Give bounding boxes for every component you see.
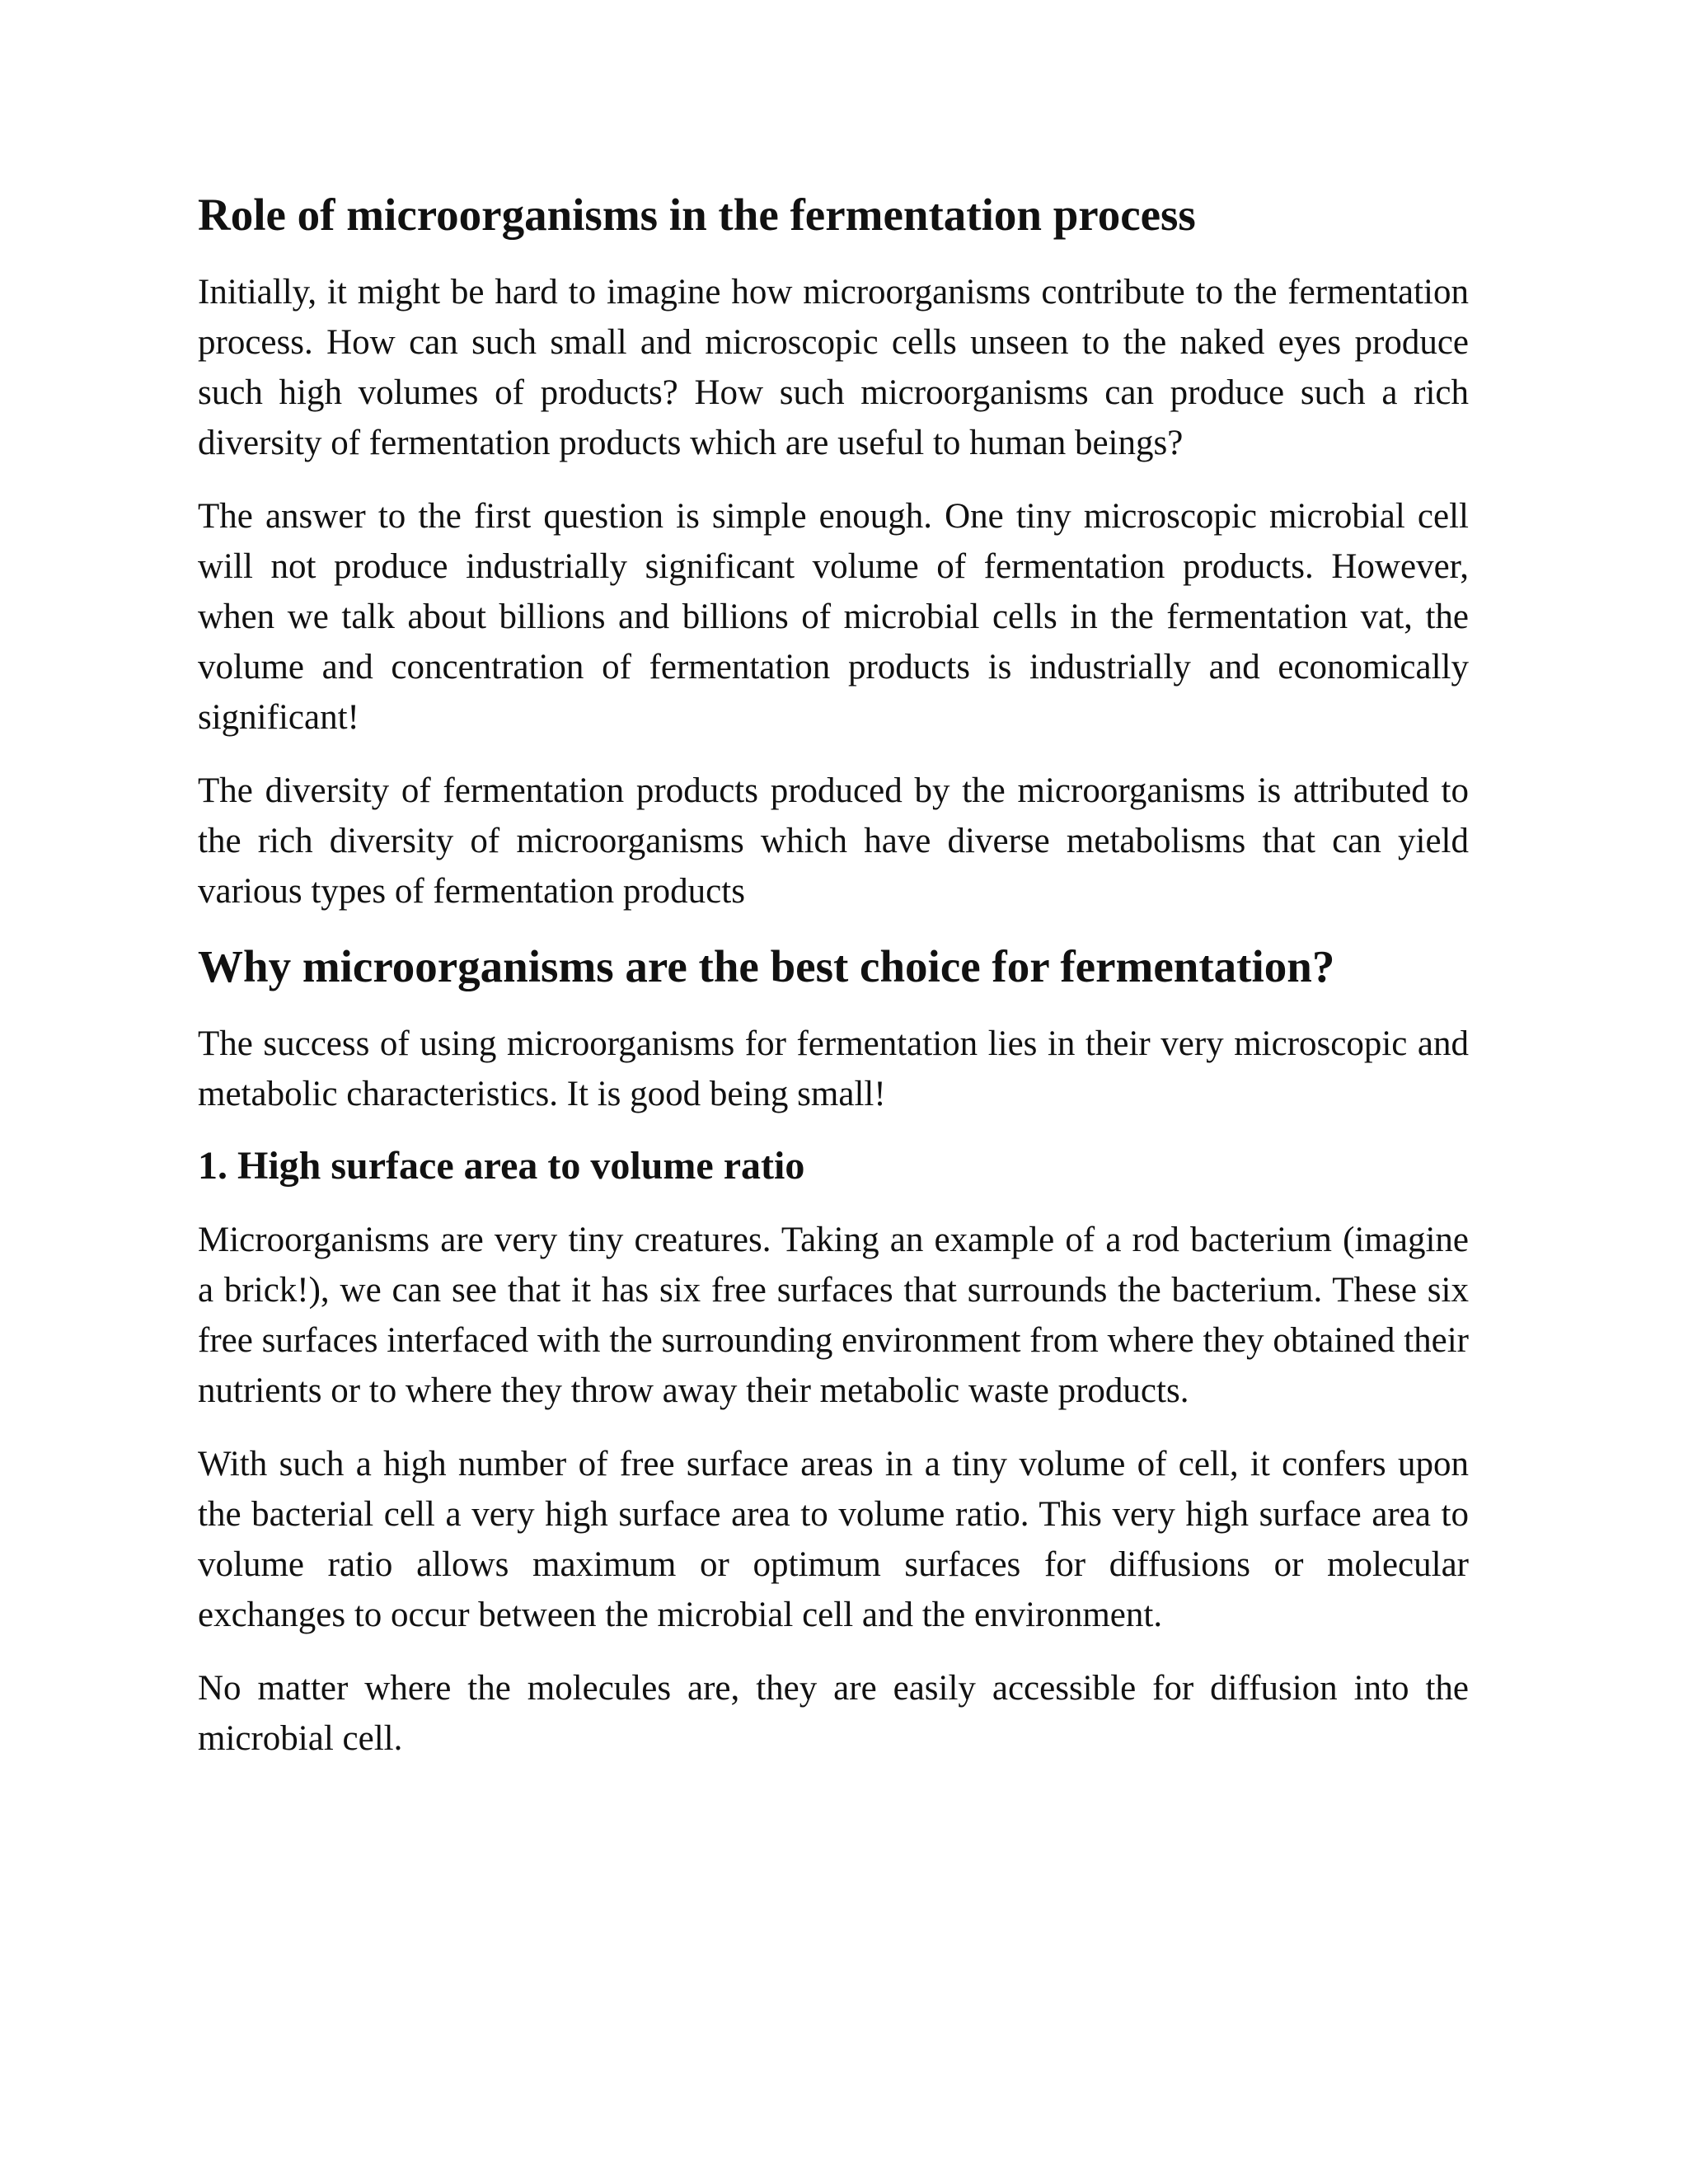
paragraph-diversity: The diversity of fermentation products produced by the microorganisms is attributed to the rich diversity of microorganisms which have diverse metabolisms that can yield various types of fermentation products bbox=[198, 771, 1469, 911]
heading-fermentation-role: Role of microorganisms in the fermentation process bbox=[198, 190, 1196, 240]
document-body bbox=[198, 188, 1469, 1787]
paragraph-high-ratio: With such a high number of free surface areas in a tiny volume of cell, it confers upon the bacterial cell a very high surface area to volume ratio. This very high surface area to volume ratio allows maximum or optimum surfaces for diffusions or molecular exchanges to occur between the microbial cell and the environment. bbox=[198, 1444, 1469, 1634]
paragraph-first-answer: The answer to the first question is simple enough. One tiny microscopic microbial cell will not produce industrially significant volume of fermentation products. However, when we talk about billions and billions of microbial cells in the fermentation vat, the volume and concentration of fermentation products is industrially and economically significant! bbox=[198, 497, 1469, 737]
heading-best-choice: Why microorganisms are the best choice for fermentation? bbox=[198, 941, 1335, 991]
paragraph-intro: Initially, it might be hard to imagine how microorganisms contribute to the fermentation process. How can such small and microscopic cells unseen to the naked eyes produce such high volumes of products? How such microorganisms can produce such a rich diversity of fermentation products which are useful to human beings? bbox=[198, 273, 1469, 462]
heading-surface-area-ratio: 1. High surface area to volume ratio bbox=[198, 1144, 805, 1188]
paragraph-accessible-molecules: No matter where the molecules are, they are easily accessible for diffusion into the microbial cell. bbox=[198, 1668, 1469, 1758]
paragraph-tiny-creatures: Microorganisms are very tiny creatures. Taking an example of a rod bacterium (imagine a brick!), we can see that it has six free surfaces that surrounds the bacterium. These six free surfaces interfaced with the surrounding environment from where they obtained their nutrients or to where they throw away their metabolic waste products. bbox=[198, 1220, 1469, 1410]
paragraph-success: The success of using microorganisms for fermentation lies in their very microscopic and metabolic characteristics. It is good being small! bbox=[198, 1024, 1469, 1113]
